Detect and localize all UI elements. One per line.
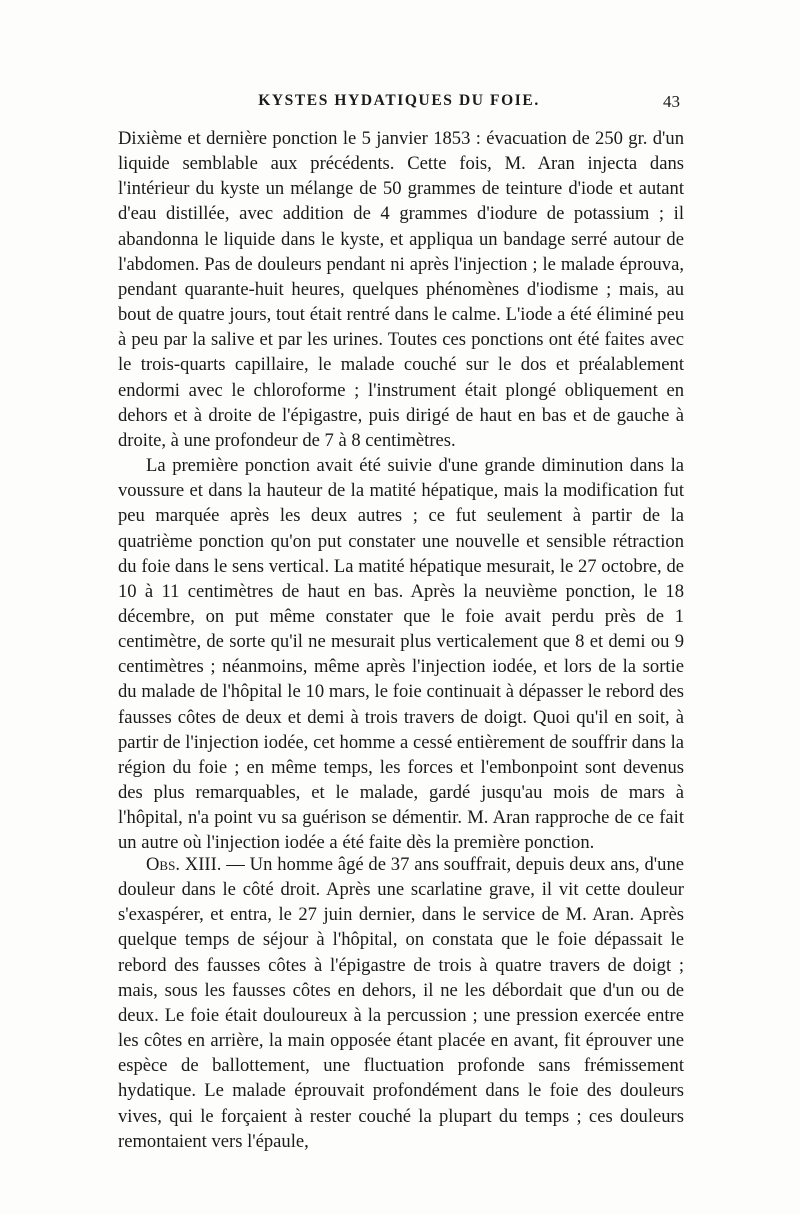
page-number: 43 xyxy=(663,92,680,111)
observation-text: — Un homme âgé de 37 ans souffrait, depuis deux ans, d'une douleur dans le côté droit. Après une scarlatine grave, il vit cette douleur s'exaspérer, et entra, le 27 juin dernier, dans le service de M. Aran. Après quelque temps de séjour à l'hôpital, on constata que le foie dépassait le rebord des fausses côtes à l'épigastre de trois à quatre travers de doigt ; mais, sous les fausses côtes en dehors, il ne les débordait que d'un ou de deux. Le foie était douloureux à la percussion ; une pression exercée entre les côtes en arrière, la main opposée étant placée en avant, fit éprouver une espèce de ballottement, une fluctuation profonde sans frémissement hydatique. Le malade éprouvait profondément dans le foie des douleurs vives, qui le forçaient à rester couché la plupart du temps ; ces douleurs remontaient vers l'épaule, xyxy=(118,854,684,1152)
paragraph-observation-13 xyxy=(118,852,684,1154)
running-title: KYSTES HYDATIQUES DU FOIE. xyxy=(258,92,540,109)
observation-label: Obs. XIII. xyxy=(146,854,222,875)
paragraph-liver-retraction: La première ponction avait été suivie d'une grande diminution dans la voussure et dans la hauteur de la matité hépatique, mais la modification fut peu marquée après les deux autres ; ce fut seulement à partir de la quatrième ponction qu'on put constater une nouvelle et sensible rétraction du foie dans le sens vertical. La matité hépatique mesurait, le 27 octobre, de 10 à 11 centimètres de haut en bas. Après la neuvième ponction, le 18 décembre, on put même constater que le foie avait perdu près de 1 centimètre, de sorte qu'il ne mesurait plus verticalement que 8 et demi ou 9 centimètres ; néanmoins, même après l'injection iodée, et lors de la sortie du malade de l'hôpital le 10 mars, le foie continuait à dépasser le rebord des fausses côtes de deux et demi à trois travers de doigt. Quoi qu'il en soit, à partir de l'injection iodée, cet homme a cessé entièrement de souffrir dans la région du foie ; en même temps, les forces et l'embonpoint sont devenus des plus remarquables, et le malade, gardé jusqu'au mois de mars à l'hôpital, n'a point vu sa guérison se démentir. M. Aran rapproche de ce fait un autre où l'injection iodée a été faite dès la première ponction. xyxy=(118,455,684,854)
text-block-observation xyxy=(118,852,684,1154)
paragraph-tenth-puncture: Dixième et dernière ponction le 5 janvier 1853 : évacuation de 250 gr. d'un liquide semblable aux précédents. Cette fois, M. Aran injecta dans l'intérieur du kyste un mélange de 50 grammes de teinture d'iode et autant d'eau distillée, avec addition de 4 grammes d'iodure de potassium ; il abandonna le liquide dans le kyste, et appliqua un bandage serré autour de l'abdomen. Pas de douleurs pendant ni après l'injection ; le malade éprouva, pendant quarante-huit heures, quelques phénomènes d'iodisme ; mais, au bout de quatre jours, tout était rentré dans le calme. L'iode a été éliminé peu à peu par la salive et par les urines. Toutes ces ponctions ont été faites avec le trois-quarts capillaire, le malade couché sur le dos et préalablement endormi avec le chloroforme ; l'instrument était plongé obliquement en dehors et à droite de l'épigastre, puis dirigé de haut en bas et de gauche à droite, à une profondeur de 7 à 8 centimètres. xyxy=(118,128,684,451)
text-block-continuation xyxy=(118,126,684,856)
running-head xyxy=(118,92,680,118)
